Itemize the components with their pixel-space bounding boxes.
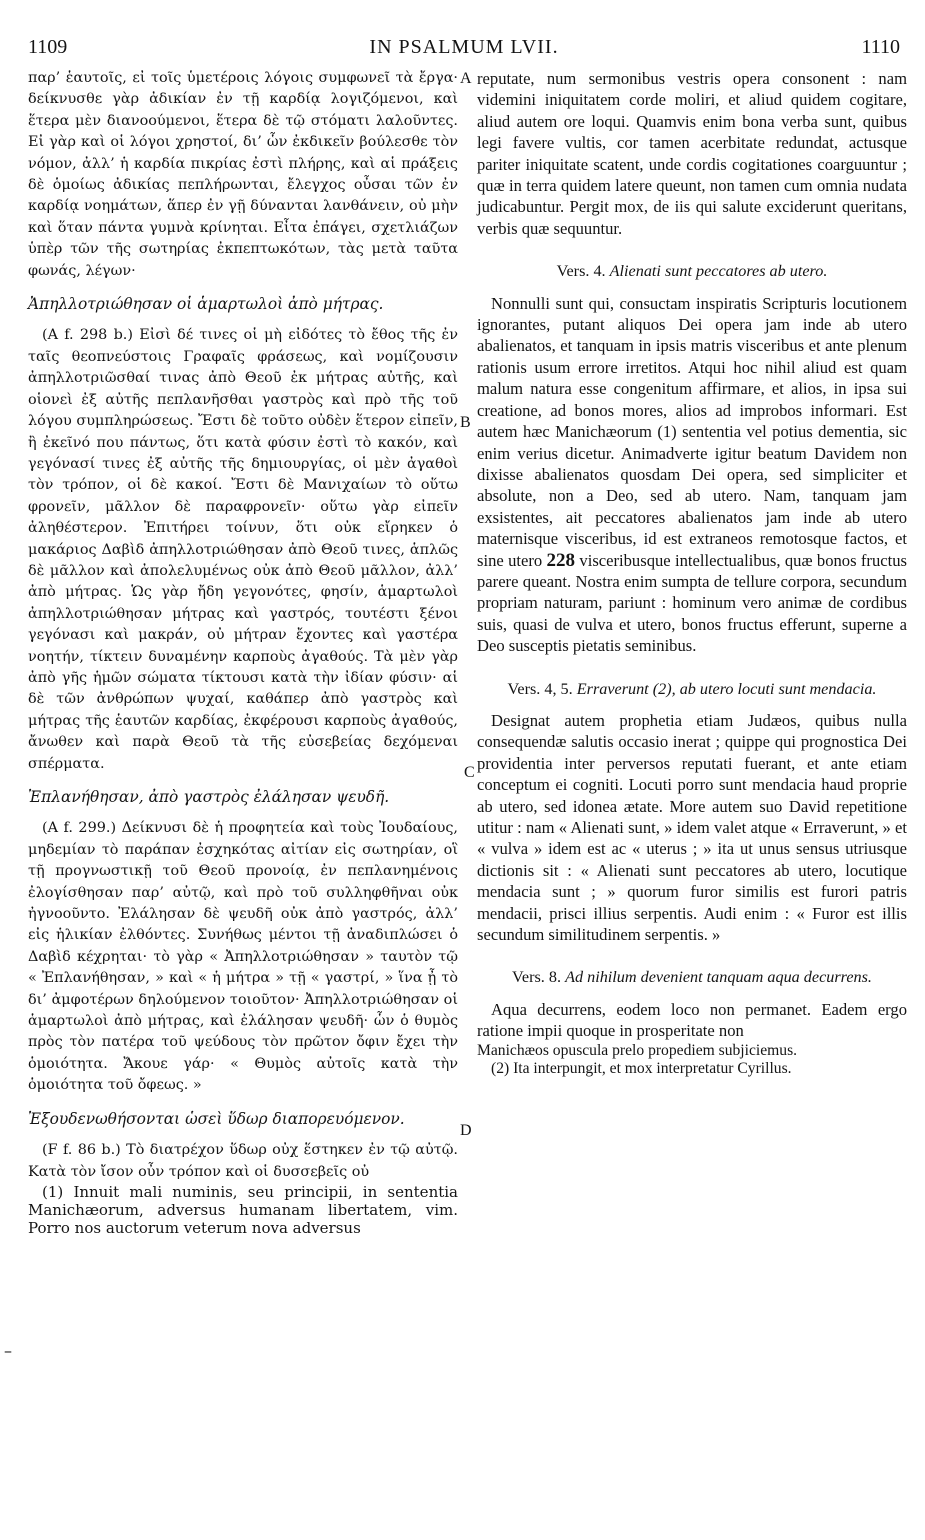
greek-paragraph: παρ’ ἑαυτοῖς, εἰ τοῖς ὑμετέροις λόγοις συμφωνεῖ τὰ ἔργα· δείκνυσθε γὰρ ἀδικίαν ἐν τῇ καρδίᾳ λογιζόμενοι, καὶ ἕτερα μὲν διανοούμενοι, ἕτερα δὲ τῷ στόματι λαλοῦντες. Εἰ γὰρ καὶ οἱ λόγοι χρηστοί, δι’ ὧν ἐκδικεῖν βούλεσθε τὸν νόμον, ἀλλ’ ἡ καρδία πικρίας ἐστὶ πλήρης, καὶ αἱ πράξεις δὲ ὁμοίως ἀδικίας πεπλήρωνται, ἔλεγχος οὖσαι τῶν ἐν καρδίᾳ νοημάτων, ἅπερ ἐν γῇ δύνανται λανθάνειν, οὐ μὴν καὶ ὅταν πάντα γυμνὰ κρίνηται. Εἶτα ἐπάγει, σχετλιάζων ὑπὲρ τῶν τῆς σωτηρίας ἐκπεπτωκότων, τὰς μετὰ ταῦτα φωνάς, λέγων· (28, 70, 458, 279)
greek-paragraph: (F f. 86 b.) Τὸ διατρέχον ὕδωρ οὐχ ἕστηκεν ἐν τῷ αὐτῷ. Κατὰ τὸν ἴσον οὖν τρόπον καὶ οἱ δυσσεβεῖς οὐ (28, 1142, 458, 1180)
latin-text: Nonnulli sunt qui, consuctam inspiratis Scripturis locutionem ignorantes, putant aliquos Dei opera jam inde ab utero abalienatos, et tanquam in ipsis matris visceribus et ante plenum rationis usum errore irretitos. Atqui hoc nihil aliud est quam malum natura esse congenitum affirmare, et alios, in ipsa sui creatione, ad bonos mores, alios ad improbos informari. Est autem hæc Manichæorum (1) sententia vel potius dementia, sic enim verius dicetur. Animadverte igitur beatum Davidem non dixisse abalienatos quosdam Dei opera, sed simpliciter et absolute, non a Deo, sed ab utero. Nam, tanquam jam exsistentes, ait peccatores abalienatos jam inde ab utero maternisque visceribus, id est extraneos remotosque factos, et sine utero (477, 293, 907, 570)
verse-text: Erraverunt (2), ab utero locuti sunt mendacia. (576, 679, 877, 698)
latin-paragraph (477, 293, 907, 657)
page-marker: 228 (546, 549, 576, 571)
page-number-right: 1110 (861, 36, 900, 58)
page-number-left: 1109 (28, 36, 68, 58)
latin-paragraph: Aqua decurrens, eodem loco non permanet. Eadem ergo ratione impii quoque in prosperitate non (477, 999, 907, 1041)
latin-paragraph: reputate, num sermonibus vestris opera consonent : nam videmini iniquitatem corde moliri, et aliud quidem cogitare, aliud autem ore loqui. Quamvis enim bona verba sunt, quibus legi favere vultis, cor tamen acerbitate redundat, actusque pariter iniquitate scatent, unde cordis cogitationes coarguuntur ; quæ in terra quidem latere queunt, non tamen cum omnia nudata judicabuntur. Pergit mox, de iis qui salute exciderunt queritans, verbis quæ sequuntur. (477, 69, 907, 238)
greek-paragraph: (A f. 299.) Δείκνυσι δὲ ἡ προφητεία καὶ τοὺς Ἰουδαίους, μηδεμίαν τὸ παράπαν ἐσχηκότας αἰτίαν εἰς σωτηρίαν, οἳ τῇ προγνωστικῇ τοῦ Θεοῦ προνοίᾳ, ἐν πεπλανημένοις ἐλογίσθησαν παρ’ αὐτῷ, καὶ πρὸ τοῦ συλληφθῆναι οὐκ ἠγνοοῦντο. Ἐλάλησαν δὲ ψευδῆ οὐκ ἀπὸ γαστρός, ἀλλ’ εἰς ἡλικίαν ἐλθόντες. Συνήθως μέντοι τῇ ἀναδιπλώσει ὁ Δαβὶδ κέχρηται· τὸ γὰρ « Ἀπηλλοτριώθησαν » ταυτὸν τῷ « Ἐπλανήθησαν, » καὶ « ἡ μήτρα » τῇ « γαστρί, » ἵνα ᾖ τὸ δι’ ἀμφοτέρων δηλούμενον τοιοῦτον· Ἀπηλλοτριώθησαν οἱ ἁμαρτωλοὶ ἀπὸ μήτρας, καὶ ἐλάλησαν ψευδῆ· ὧν ὁ θυμὸς πρὸς τὸν πατέρα τοῦ ψεύδους τὸν πρῶτον ὄφιν ἔχει τὴν ὁμοιότητα. Ἄκουε γάρ· « Θυμὸς αὐτοῖς κατὰ τὴν ὁμοιότητα τοῦ ὄφεως. » (28, 820, 458, 1094)
greek-column (28, 68, 458, 1237)
footnote-2: (2) Ita interpungit, et mox interpretatur Cyrillus. (491, 1059, 792, 1077)
footnote-1: (1) Innuit mali numinis, seu principii, in sententia Manichæorum, adversus humanam libertatem, vim. Porro nos auctorum veterum nova adversus (28, 1182, 458, 1237)
verse-reference: Vers. 4, 5. (507, 679, 573, 698)
verse-text: Alienati sunt peccatores ab utero. (609, 262, 828, 281)
running-title: IN PSALMUM LVII. (369, 36, 559, 58)
latin-lemma (477, 967, 907, 988)
latin-lemma (477, 261, 907, 282)
verse-reference: Vers. 8. (512, 968, 562, 987)
greek-lemma: Ἐπλανήθησαν, ἀπὸ γαστρὸς ἐλάλησαν ψευδῆ. (28, 788, 390, 806)
latin-column (477, 68, 907, 1078)
margin-letter-c: C (464, 764, 475, 781)
margin-letter-d: D (460, 1122, 472, 1139)
greek-lemma: Ἐξουδενωθήσονται ὡσεὶ ὕδωρ διαπορευόμενον. (28, 1109, 405, 1128)
latin-paragraph: Designat autem prophetia etiam Judæos, quibus nulla consequendæ salutis occasio inerat ; quippe qui prognostica Dei providentia inter perversos reputati fuerant, et ante etiam conceptum ei cogniti. Locuti porro sunt mendacia haud proprie ab utero, sed idonea ætate. More autem suo David repetitione utitur : nam « Alienati sunt, » idem valet atque « Erraverunt, » et « vulva » idem est ac « uterus ; » ita ut unus sensus utriusque dictionis sit : « Alienati sunt peccatores ab utero, locutique mendacia sunt ; » quorum furor similis est furori patris mendacii, prisci illius serpentis. Audi enim : « Furor est illis secundum similitudinem serpentis. » (477, 710, 907, 945)
margin-letter-a: A (460, 70, 472, 87)
verse-text: Ad nihilum devenient tanquam aqua decurrens. (565, 968, 872, 987)
greek-lemma: Ἀπηλλοτριώθησαν οἱ ἁμαρτωλοὶ ἀπὸ μήτρας. (28, 295, 384, 314)
greek-paragraph: (A f. 298 b.) Εἰσὶ δέ τινες οἱ μὴ εἰδότες τὸ ἔθος τῆς ἐν ταῖς θεοπνεύστοις Γραφαῖς φράσεως, καὶ νομίζουσιν ἀπηλλοτριῶσθαί τινας ἀπὸ Θεοῦ ἐκ μήτρας αὐτῆς, καὶ οἱονεὶ ἐξ αὐτῆς πεπλανῆσθαι γαστρὸς καὶ πρὸ τῆς τοῦ λόγου συμπληρώσεως. Ἔστι δὲ τοῦτο οὐδὲν ἕτερον εἰπεῖν, ἢ ἐκεῖνό που πάντως, ὅτι κατὰ φύσιν ἐστὶ τὸ κακόν, καὶ γεγόνασί τινες ἐξ αὐτῆς τῆς δημιουργίας, οἱ μὲν ἀγαθοὶ τὸν τρόπον, οἱ δὲ κακοί. Ἔστι δὲ Μανιχαίων τὸ οὕτω φρονεῖν, μᾶλλον δὲ παραφρονεῖν· οὕτω γὰρ εἰπεῖν ἀληθέστερον. Ἐπιτήρει τοίνυν, ὅτι οὐκ εἴρηκεν ὁ μακάριος Δαβὶδ ἀπηλλοτριώθησαν ἀπὸ Θεοῦ τινες, ἁπλῶς δὲ μᾶλλον καὶ ἀπολελυμένως οὐκ ἀπὸ Θεοῦ μᾶλλον, ἀλλ’ ἀπὸ μήτρας. Ὡς γὰρ ἤδη γεγονότες, φησίν, ἁμαρτωλοὶ ἀπηλλοτριώθησαν μήτρας καὶ γαστρός, τουτέστι ξένοι γεγόνασι καὶ μακράν, οὐ μήτραν ἔχοντες καὶ γαστέρα νοητήν, τίκτειν δυναμένην καρποὺς ἀγαθούς. Τὰ μὲν γὰρ ἀπὸ γῆς ἡμῶν σώματα τίκτουσι κατὰ τὴν ἰδίαν φύσιν· αἱ δὲ τῶν ἀνθρώπων ψυχαί, καθάπερ ἀπὸ γαστρὸς καὶ μήτρας τῆς ἑαυτῶν καρδίας, ἐκφέρουσι καρποὺς ἀγαθούς, ἄνωθεν καὶ παρὰ Θεοῦ τὰ τῆς εὐσεβείας δεχόμεναι σπέρματα. (28, 327, 458, 772)
latin-text: visceribusque intellectualibus, quæ bonos fructus parere queant. Nostra enim sumpta de tellure corpora, secundum propriam naturam, pariunt : hominum vero animæ de cordibus suis, quasi de vulva et utero, bonos fructus efferunt, superne a Deo susceptis pietatis seminibus. (477, 550, 907, 656)
margin-letter-b: B (460, 414, 471, 431)
margin-dash: – (4, 1341, 12, 1360)
running-header (28, 36, 900, 60)
verse-reference: Vers. 4. (556, 262, 606, 281)
footnote-continuation: Manichæos opuscula prelo propediem subjiciemus. (477, 1041, 798, 1059)
latin-lemma (477, 679, 907, 700)
